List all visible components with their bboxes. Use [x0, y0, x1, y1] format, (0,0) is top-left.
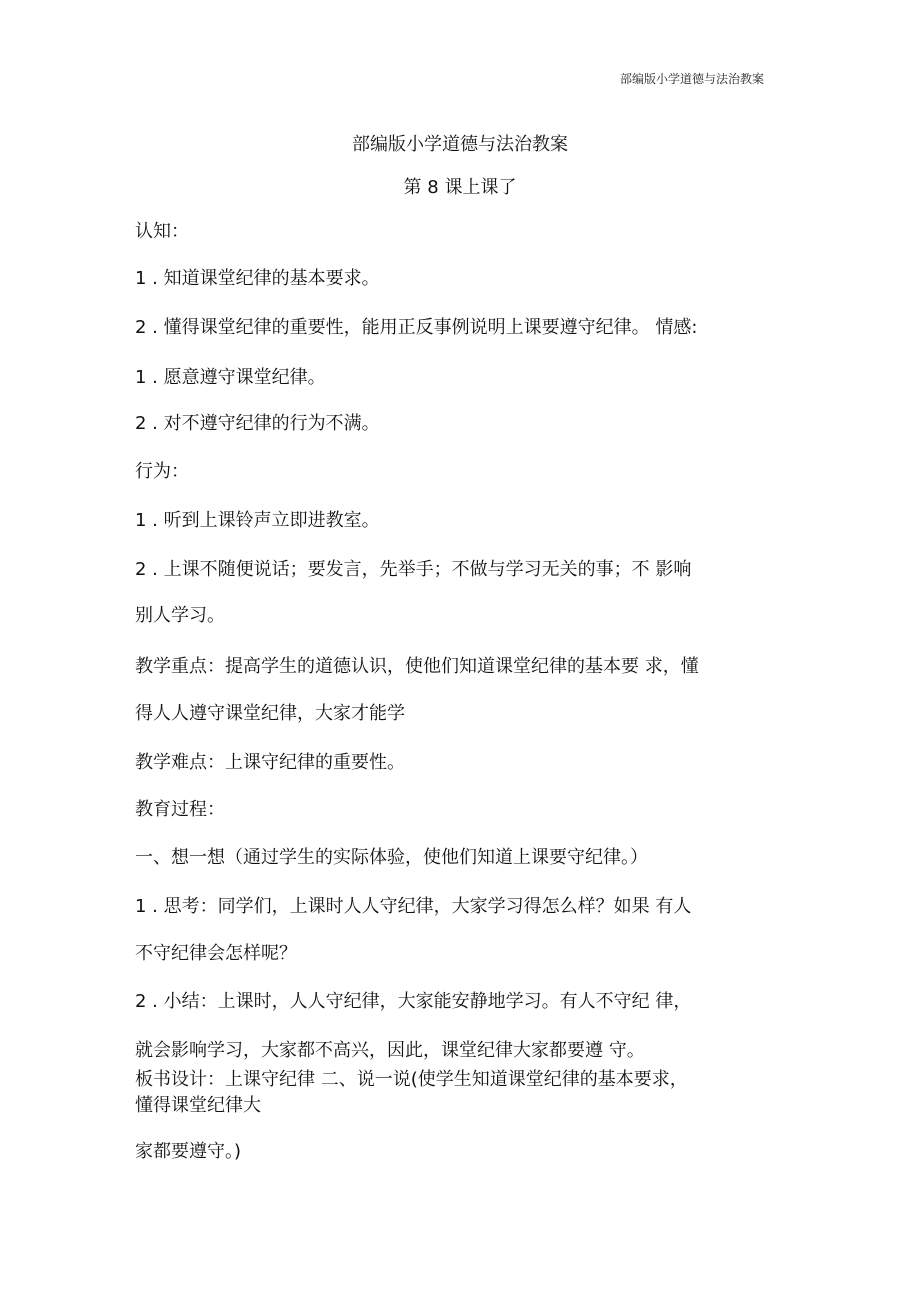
- paragraph-line: 教学重点：提高学生的道德认识，使他们知道课堂纪律的基本要 求，懂: [135, 656, 699, 677]
- paragraph-line: 家都要遵守。): [135, 1141, 242, 1162]
- paragraph-line: 教学难点：上课守纪律的重要性。: [135, 752, 405, 773]
- paragraph-line: 板书设计：上课守纪律 二、说一说(使学生知道课堂纪律的基本要求，: [135, 1069, 688, 1090]
- lesson-title: 第 8 课上课了: [403, 177, 517, 198]
- paragraph-line: 2 . 小结：上课时，人人守纪律，大家能安静地学习。有人不守纪 律，: [135, 991, 692, 1012]
- paragraph-line: 1 . 愿意遵守课堂纪律。: [135, 367, 326, 388]
- section-heading-process: 教育过程：: [135, 799, 225, 820]
- paragraph-line: 得人人遵守课堂纪律，大家才能学: [135, 703, 405, 724]
- paragraph-line: 1 . 听到上课铃声立即进教室。: [135, 510, 380, 531]
- paragraph-line: 2 . 对不遵守纪律的行为不满。: [135, 413, 380, 434]
- document-title: 部编版小学道德与法治教案: [352, 134, 568, 155]
- paragraph-line: 2 . 懂得课堂纪律的重要性，能用正反事例说明上课要遵守纪律。 情感:: [135, 317, 698, 338]
- running-header: 部编版小学道德与法治教案: [620, 72, 765, 86]
- paragraph-line: 不守纪律会怎样呢？: [135, 943, 297, 964]
- paragraph-line: 2 . 上课不随便说话；要发言，先举手；不做与学习无关的事；不 影响: [135, 559, 692, 580]
- paragraph-line: 就会影响学习，大家都不高兴，因此，课堂纪律大家都要遵 守。: [135, 1040, 645, 1061]
- paragraph-line: 一、想一想（通过学生的实际体验，使他们知道上课要守纪律。）: [135, 847, 648, 868]
- section-heading-behavior: 行为：: [135, 461, 189, 482]
- paragraph-line: 1 . 知道课堂纪律的基本要求。: [135, 268, 380, 289]
- paragraph-line: 懂得课堂纪律大: [135, 1095, 261, 1116]
- paragraph-line: 1 . 思考：同学们，上课时人人守纪律，大家学习得怎么样？如果 有人: [135, 896, 692, 917]
- paragraph-line: 别人学习。: [135, 605, 225, 626]
- section-heading-cognition: 认知：: [135, 221, 189, 242]
